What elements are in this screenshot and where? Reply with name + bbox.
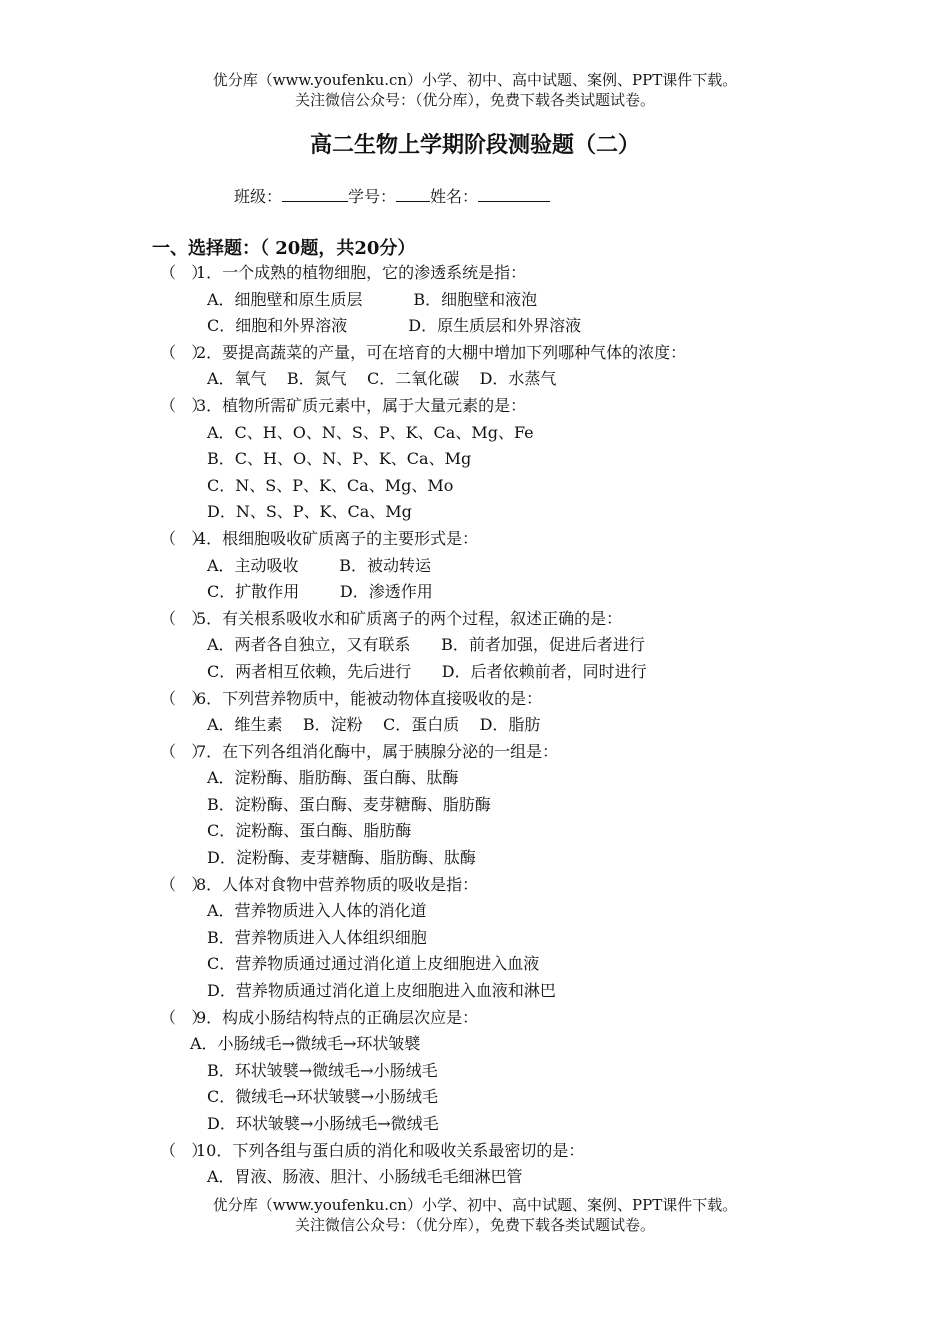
- page-title: 高二生物上学期阶段测验题（二）: [309, 132, 640, 158]
- question-option: A．胃液、肠液、胆汁、小肠绒毛毛细淋巴管: [207, 1167, 523, 1187]
- question-stem: [160, 260, 880, 287]
- answer-bracket[interactable]: （ ）: [160, 395, 208, 415]
- question-text: 6．下列营养物质中，能被动物体直接吸收的是：: [196, 688, 543, 708]
- answer-bracket[interactable]: （ ）: [160, 528, 208, 548]
- question-text: 1．一个成熟的植物细胞，它的渗透系统是指：: [196, 263, 527, 282]
- question-text: 2．要提高蔬菜的产量，可在培育的大棚中增加下列哪种气体的浓度：: [196, 342, 687, 362]
- question-option: B．C、H、O、N、P、K、Ca、Mg: [207, 449, 472, 469]
- student-id-blank[interactable]: [396, 185, 430, 202]
- answer-bracket[interactable]: （ ）: [160, 608, 208, 628]
- question-list: [160, 260, 880, 1191]
- answer-bracket[interactable]: （ ）: [160, 741, 208, 761]
- question-stem: [160, 393, 880, 420]
- question-option: C．淀粉酶、蛋白酶、脂肪酶: [207, 821, 412, 841]
- question-text: 3．植物所需矿质元素中，属于大量元素的是：: [196, 395, 527, 415]
- question-option: C．微绒毛→环状皱襞→小肠绒毛: [207, 1087, 439, 1107]
- student-info: [234, 184, 550, 207]
- question-option: A．维生素 B．淀粉 C．蛋白质 D．脂肪: [207, 715, 541, 735]
- question-option: C．营养物质通过通过消化道上皮细胞进入血液: [207, 954, 540, 974]
- question-option: A．氧气 B．氮气 C．二氧化碳 D．水蒸气: [207, 369, 557, 389]
- answer-bracket[interactable]: （ ）: [160, 1140, 208, 1160]
- question-option: B．环状皱襞→微绒毛→小肠绒毛: [207, 1060, 438, 1080]
- question-option: B．淀粉酶、蛋白酶、麦芽糖酶、脂肪酶: [207, 794, 491, 814]
- question-option: A．两者各自独立，又有联系 B．前者加强，促进后者进行: [207, 635, 645, 655]
- question-stem: [160, 340, 880, 367]
- question-text: 8．人体对食物中营养物质的吸收是指：: [196, 874, 479, 894]
- question-stem: [160, 606, 880, 633]
- question-stem: [160, 1005, 880, 1032]
- question-text: 9．构成小肠结构特点的正确层次应是：: [196, 1007, 479, 1027]
- question-option: A．C、H、O、N、S、P、K、Ca、Mg、Fe: [207, 422, 534, 442]
- answer-bracket[interactable]: （ ）: [160, 688, 208, 708]
- question-option: A．小肠绒毛→微绒毛→环状皱襞: [190, 1034, 421, 1054]
- question-option: A．主动吸收 B．被动转运: [207, 555, 432, 575]
- question-text: 4．根细胞吸收矿质离子的主要形式是：: [196, 528, 479, 548]
- question-option: C．细胞和外界溶液 D．原生质层和外界溶液: [207, 316, 582, 336]
- question-option: D．淀粉酶、麦芽糖酶、脂肪酶、肽酶: [207, 848, 476, 868]
- question-option: D．环状皱襞→小肠绒毛→微绒毛: [207, 1114, 439, 1133]
- section-title: 一、选择题：（ 20题，共20分）: [152, 238, 416, 259]
- question-stem: [160, 526, 880, 553]
- question-option: A．细胞壁和原生质层 B．细胞壁和液泡: [207, 289, 538, 309]
- class-blank[interactable]: [282, 185, 348, 202]
- question-option: C．N、S、P、K、Ca、Mg、Mo: [207, 475, 454, 495]
- question-option: D．营养物质通过消化道上皮细胞进入血液和淋巴: [207, 981, 556, 1001]
- answer-bracket[interactable]: （ ）: [160, 342, 208, 362]
- answer-bracket[interactable]: （ ）: [160, 1007, 208, 1027]
- question-option: A．淀粉酶、脂肪酶、蛋白酶、肽酶: [207, 768, 459, 788]
- question-option: B．营养物质进入人体组织细胞: [207, 927, 427, 947]
- question-stem: [160, 739, 880, 766]
- watermark-header-line2: 关注微信公众号：（优分库），免费下载各类试题试卷。: [294, 91, 655, 109]
- question-stem: [160, 1138, 880, 1165]
- watermark-footer-line1: 优分库（www.youfenku.cn）小学、初中、高中试题、案例、PPT课件下载。: [212, 1196, 738, 1214]
- question-option: C．扩散作用 D．渗透作用: [207, 582, 433, 602]
- watermark-footer-line2: 关注微信公众号：（优分库），免费下载各类试题试卷。: [294, 1216, 655, 1234]
- name-blank[interactable]: [478, 185, 550, 202]
- question-stem: [160, 872, 880, 899]
- question-stem: [160, 686, 880, 713]
- student-id-label: 学号：: [348, 187, 397, 206]
- name-label: 姓名：: [430, 187, 479, 206]
- question-text: 7．在下列各组消化酶中，属于胰腺分泌的一组是：: [196, 741, 559, 761]
- question-option: A．营养物质进入人体的消化道: [207, 901, 427, 921]
- question-option: C．两者相互依赖，先后进行 D．后者依赖前者，同时进行: [207, 661, 647, 681]
- question-text: 5．有关根系吸收水和矿质离子的两个过程，叙述正确的是：: [196, 608, 623, 628]
- answer-bracket[interactable]: （ ）: [160, 874, 208, 894]
- answer-bracket[interactable]: （ ）: [160, 263, 208, 282]
- class-label: 班级：: [234, 187, 283, 206]
- question-text: 10．下列各组与蛋白质的消化和吸收关系最密切的是：: [196, 1140, 585, 1160]
- question-option: D．N、S、P、K、Ca、Mg: [207, 502, 412, 522]
- watermark-header-line1: 优分库（www.youfenku.cn）小学、初中、高中试题、案例、PPT课件下载。: [212, 71, 738, 89]
